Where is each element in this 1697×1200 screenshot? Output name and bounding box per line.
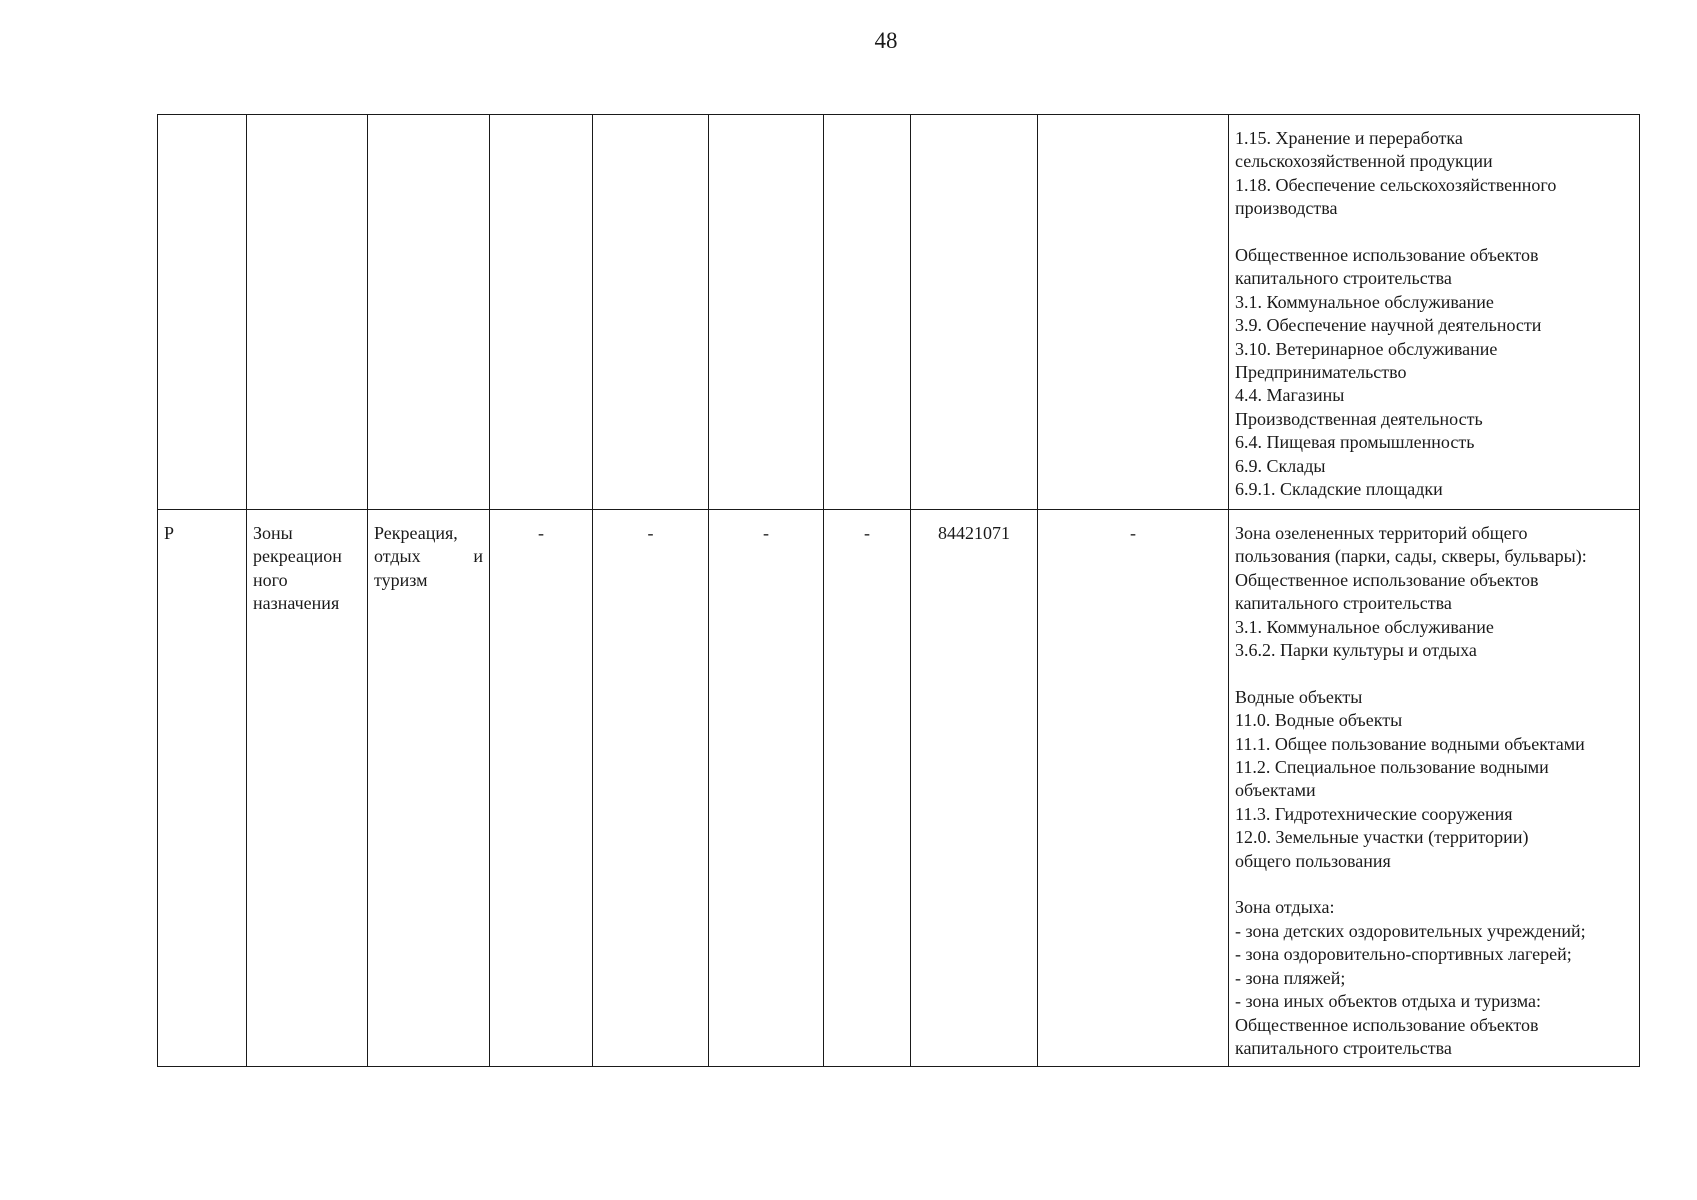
use-line: капитального строительства <box>1235 268 1452 289</box>
table-row-recreation <box>158 510 1640 1067</box>
use-line: 11.2. Специальное пользование водными <box>1235 757 1549 778</box>
use-line: 3.1. Коммунальное обслуживание <box>1235 291 1494 312</box>
table-cell-oktmo: 84421071 <box>911 510 1038 1067</box>
table-cell-oktmo <box>911 115 1038 510</box>
table-cell-zone-name <box>247 510 368 1067</box>
zone-name-line: ного <box>253 569 288 590</box>
use-line: 3.6.2. Парки культуры и отдыха <box>1235 640 1477 661</box>
table-cell-zone-name <box>247 115 368 510</box>
use-line: объектами <box>1235 780 1316 801</box>
use-line: 3.9. Обеспечение научной деятельности <box>1235 315 1542 336</box>
table-cell-col9 <box>1038 115 1229 510</box>
table-cell-purpose <box>368 115 490 510</box>
use-line: 3.1. Коммунальное обслуживание <box>1235 616 1494 637</box>
use-line: 6.9. Склады <box>1235 455 1326 476</box>
table-cell-col9: - <box>1038 510 1229 1067</box>
use-line: 6.4. Пищевая промышленность <box>1235 432 1475 453</box>
use-line: пользования (парки, сады, скверы, бульвары): <box>1235 546 1587 567</box>
use-line: 4.4. Магазины <box>1235 385 1345 406</box>
use-line: - зона пляжей; <box>1235 967 1346 988</box>
use-line: Производственная деятельность <box>1235 408 1483 429</box>
table-cell-col4: - <box>490 510 593 1067</box>
use-line: - зона детских оздоровительных учреждений; <box>1235 920 1586 941</box>
use-line: Зона озелененных территорий общего <box>1235 523 1528 543</box>
table-cell-purpose <box>368 510 490 1067</box>
use-line: 1.18. Обеспечение сельскохозяйственного <box>1235 174 1557 195</box>
table-cell-col5: - <box>593 510 709 1067</box>
use-line: капитального строительства <box>1235 593 1452 614</box>
table-cell-col4 <box>490 115 593 510</box>
use-line: 11.1. Общее пользование водными объектами <box>1235 733 1585 754</box>
use-line: Водные объекты <box>1235 686 1363 707</box>
page-number: 48 <box>874 28 898 53</box>
zoning-table <box>157 114 1640 1067</box>
use-line: 1.15. Хранение и переработка <box>1235 128 1463 148</box>
zone-name-line: назначения <box>253 593 340 614</box>
paragraph-gap <box>1235 662 1633 685</box>
use-line: Общественное использование объектов <box>1235 569 1539 590</box>
table-cell-permitted-uses <box>1229 510 1640 1067</box>
use-line: сельскохозяйственной продукции <box>1235 151 1493 172</box>
use-line: Зона отдыха: <box>1235 897 1335 918</box>
table-row-continuation <box>158 115 1640 510</box>
use-line: 3.10. Ветеринарное обслуживание <box>1235 338 1498 359</box>
zone-name-line: Зоны <box>253 523 293 543</box>
use-line: Предпринимательство <box>1235 362 1407 383</box>
purpose-line: отдых и <box>374 546 483 567</box>
use-line: 11.3. Гидротехнические сооружения <box>1235 803 1513 824</box>
use-line: - зона оздоровительно-спортивных лагерей; <box>1235 944 1572 965</box>
use-line: Общественное использование объектов <box>1235 245 1539 266</box>
use-line: 12.0. Земельные участки (территории) <box>1235 827 1529 848</box>
zone-name-line: рекреацион <box>253 546 342 567</box>
use-line: Общественное использование объектов <box>1235 1014 1539 1035</box>
use-line: производства <box>1235 198 1338 219</box>
paragraph-gap <box>1235 873 1633 896</box>
table-cell-code <box>158 115 247 510</box>
table-cell-col7 <box>824 115 911 510</box>
table-cell-permitted-uses <box>1229 115 1640 510</box>
purpose-line: Рекреация, <box>374 523 458 543</box>
use-line: - зона иных объектов отдыха и туризма: <box>1235 991 1542 1012</box>
use-line: 6.9.1. Складские площадки <box>1235 479 1443 500</box>
table-cell-col6 <box>709 115 824 510</box>
purpose-line: туризм <box>374 569 428 590</box>
paragraph-gap <box>1235 221 1633 244</box>
use-line: 11.0. Водные объекты <box>1235 710 1403 731</box>
table-cell-col7: - <box>824 510 911 1067</box>
table-cell-code: Р <box>158 510 247 1067</box>
use-line: общего пользования <box>1235 850 1391 871</box>
table-cell-col6: - <box>709 510 824 1067</box>
use-line: капитального строительства <box>1235 1037 1452 1058</box>
table-cell-col5 <box>593 115 709 510</box>
